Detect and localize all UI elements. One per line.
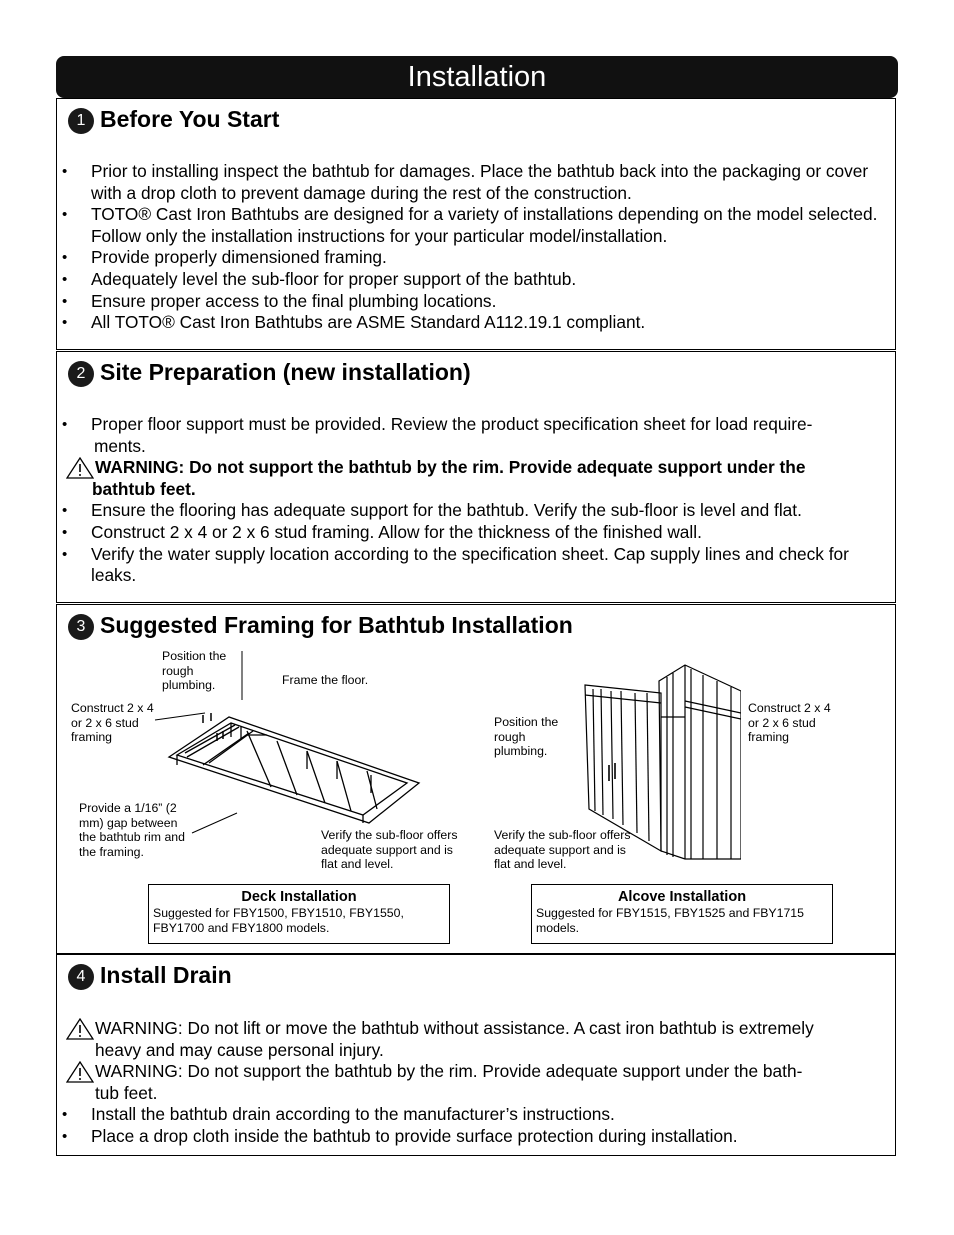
list-item: • All TOTO® Cast Iron Bathtubs are ASME Standard A112.19.1 compliant. <box>57 312 889 334</box>
alcove-label-verify: Verify the sub-floor offers adequate support and is flat and level. <box>494 828 631 871</box>
list-item: • Prior to installing inspect the bathtub for damages. Place the bathtub back into the packaging or cover with a drop cloth to prevent damage during the rest of the construction. <box>57 161 889 204</box>
section-title: Site Preparation (new installation) <box>100 358 471 385</box>
section-header <box>68 960 232 990</box>
warning-icon <box>66 1061 94 1083</box>
deck-label-gap: Provide a 1/16” (2 mm) gap between the bathtub rim and the framing. <box>79 801 185 859</box>
deck-label-floor: Frame the floor. <box>282 673 369 687</box>
list-item: • Construct 2 x 4 or 2 x 6 stud framing. Allow for the thickness of the finished wall. <box>57 522 889 544</box>
deck-caption-box <box>148 884 450 944</box>
warning-text: WARNING: Do not lift or move the bathtub without assistance. A cast iron bathtub is extremely <box>95 1018 814 1038</box>
deck-caption-title: Deck Installation <box>241 889 357 905</box>
section-suggested-framing <box>56 604 896 954</box>
list-item: • Adequately level the sub-floor for proper support of the bathtub. <box>57 269 889 291</box>
warning-icon <box>66 457 94 479</box>
list-item: • Ensure the flooring has adequate support for the bathtub. Verify the sub-floor is level and flat. <box>57 500 889 522</box>
deck-label-plumbing: Position the rough plumbing. <box>162 649 227 692</box>
list-item: • TOTO® Cast Iron Bathtubs are designed for a variety of installations depending on the model selected. Follow only the installation instructions for your particular model/installation. <box>57 204 889 247</box>
list-item: • Place a drop cloth inside the bathtub to provide surface protection during installation. <box>57 1126 889 1148</box>
step-number-badge: 2 <box>68 361 94 387</box>
list-item: • Provide properly dimensioned framing. <box>57 247 889 269</box>
instruction-list <box>57 161 889 334</box>
list-item: • Ensure proper access to the final plumbing locations. <box>57 291 889 313</box>
section-header <box>68 104 279 134</box>
instruction-list <box>57 1018 889 1148</box>
step-number-badge: 4 <box>68 964 94 990</box>
list-item: • Verify the water supply location according to the specification sheet. Cap supply lines and check for leaks. <box>57 544 889 587</box>
warning-icon <box>66 1018 94 1040</box>
section-title: Before You Start <box>100 105 280 132</box>
step-number-badge: 3 <box>68 614 94 640</box>
alcove-label-construct: Construct 2 x 4 or 2 x 6 stud framing <box>748 701 831 744</box>
section-site-preparation <box>56 351 896 603</box>
section-before-you-start <box>56 98 896 350</box>
instruction-list <box>57 414 889 587</box>
section-title: Install Drain <box>100 961 232 988</box>
alcove-caption-text: Suggested for FBY1515, FBY1525 and FBY1715 models. <box>536 906 804 935</box>
list-item-continuation: ments. <box>94 435 146 456</box>
warning-continuation: bathtub feet. <box>92 478 196 499</box>
deck-label-construct: Construct 2 x 4 or 2 x 6 stud framing <box>71 701 154 744</box>
page-title: Installation <box>56 56 898 98</box>
section-title: Suggested Framing for Bathtub Installation <box>100 611 573 638</box>
alcove-caption-title: Alcove Installation <box>617 889 747 905</box>
warning-continuation: tub feet. <box>95 1082 158 1103</box>
deck-label-verify: Verify the sub-floor offers adequate support and is flat and level. <box>321 828 458 871</box>
section-header <box>68 357 471 387</box>
alcove-caption-box <box>531 884 833 944</box>
section-install-drain <box>56 954 896 1156</box>
deck-caption-text: Suggested for FBY1500, FBY1510, FBY1550, FBY1700 and FBY1800 models. <box>153 906 404 935</box>
warning-item <box>57 457 889 500</box>
list-item <box>57 414 889 457</box>
warning-item <box>57 1018 889 1061</box>
warning-text: WARNING: Do not support the bathtub by the rim. Provide adequate support under the <box>95 457 806 478</box>
alcove-label-plumbing: Position the rough plumbing. <box>494 715 559 758</box>
warning-text: WARNING: Do not support the bathtub by the rim. Provide adequate support under the bath- <box>95 1061 803 1082</box>
list-item: • Install the bathtub drain according to the manufacturer’s instructions. <box>57 1104 889 1126</box>
warning-item <box>57 1061 889 1104</box>
warning-continuation: heavy and may cause personal injury. <box>95 1039 384 1060</box>
list-item-text: Proper floor support must be provided. Review the product specification sheet for load require- <box>91 414 813 434</box>
step-number-badge: 1 <box>68 108 94 134</box>
